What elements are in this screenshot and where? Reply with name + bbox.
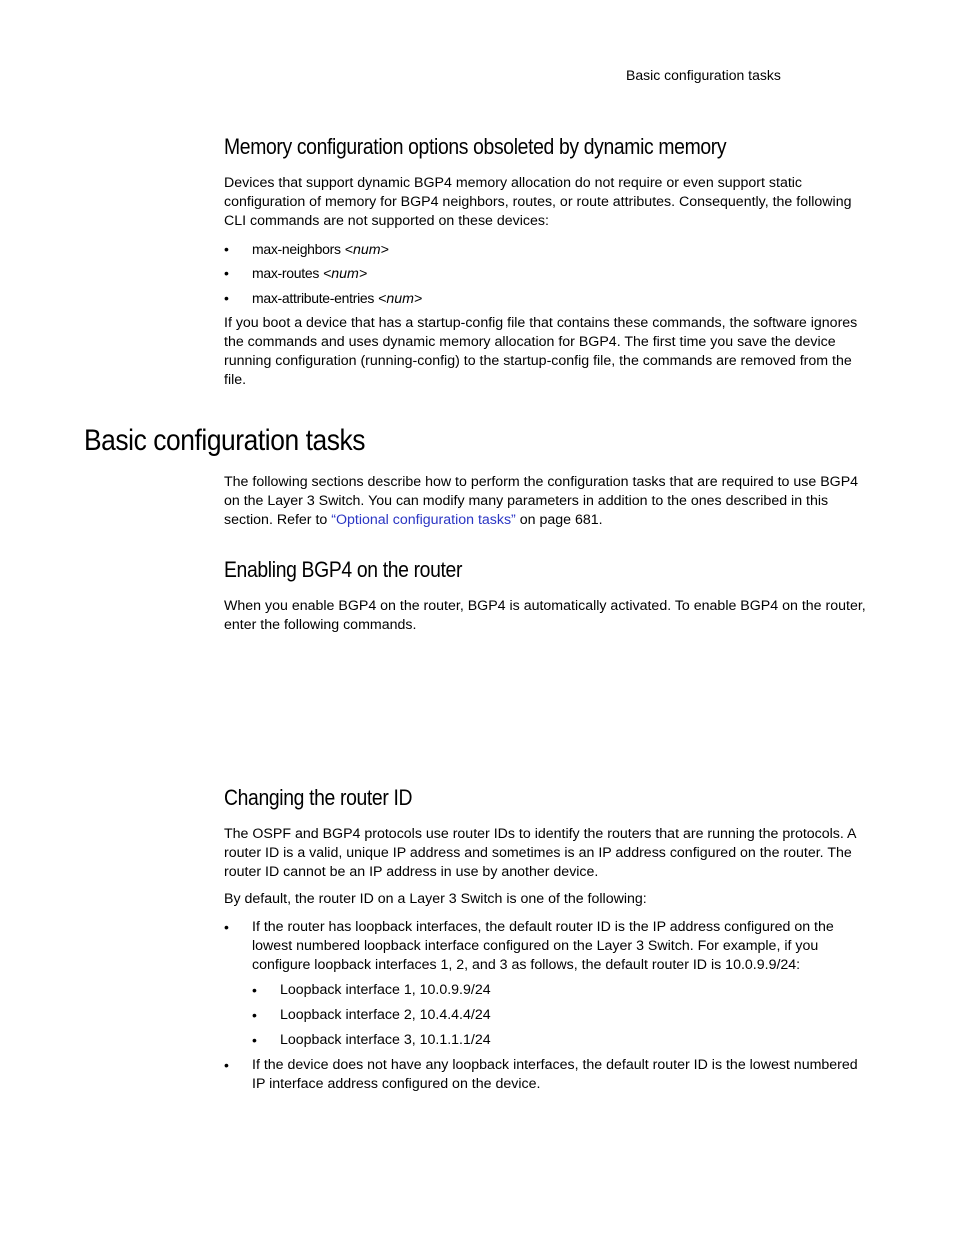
- command-name: max-attribute-entries: [252, 290, 375, 306]
- heading-memory-configuration: Memory configuration options obsoleted by dynamic memory: [224, 134, 727, 159]
- bullet-icon: •: [252, 1032, 257, 1048]
- router-id-paragraph-2: By default, the router ID on a Layer 3 Switch is one of the following:: [224, 891, 647, 907]
- heading-enabling-bgp4: Enabling BGP4 on the router: [224, 557, 463, 582]
- optional-configuration-tasks-link[interactable]: “Optional configuration tasks”: [331, 512, 516, 528]
- loopback-item-text: Loopback interface 3, 10.1.1.1/24: [280, 1032, 491, 1048]
- memory-intro-paragraph: Devices that support dynamic BGP4 memory allocation do not require or even support static configuration of memory for BGP4 neighbors, routes, or route attributes. Consequently, the following CLI commands are not supported on these devices:: [224, 175, 852, 229]
- command-name: max-routes: [252, 265, 320, 281]
- bullet-icon: •: [224, 1057, 229, 1073]
- basic-intro-page-ref: on page 681.: [515, 512, 603, 528]
- basic-intro-paragraph: [224, 473, 874, 530]
- heading-basic-configuration-tasks: Basic configuration tasks: [84, 424, 366, 457]
- router-id-paragraph-1: The OSPF and BGP4 protocols use router IDs to identify the routers that are running the protocols. A router ID is a valid, unique IP address and sometimes is an IP address configured on the router. The router ID cannot be an IP address in use by another device.: [224, 826, 856, 880]
- bullet-icon: •: [224, 265, 229, 281]
- command-argument: <num>: [344, 242, 389, 258]
- memory-outro-paragraph: If you boot a device that has a startup-config file that contains these commands, the software ignores the commands and uses dynamic memory allocation for BGP4. The first time you save the device running configuration (running-config) to the startup-config file, the commands are removed from the file.: [224, 315, 858, 388]
- loopback-item-text: Loopback interface 1, 10.0.9.9/24: [280, 982, 491, 998]
- bullet-icon: •: [224, 290, 229, 306]
- loopback-item-text: Loopback interface 2, 10.4.4.4/24: [280, 1007, 491, 1023]
- bullet-text: If the router has loopback interfaces, the default router ID is the IP address configured on the lowest numbered loopback interface configured on the Layer 3 Switch. For example, if you configure loopback interfaces 1, 2, and 3 as follows, the default router ID is 10.0.9.9/24:: [252, 919, 834, 973]
- command-argument: <num>: [378, 291, 423, 307]
- enable-bgp4-paragraph: When you enable BGP4 on the router, BGP4 is automatically activated. To enable BGP4 on the router, enter the following commands.: [224, 598, 866, 633]
- basic-intro-text: The following sections describe how to perform the configuration tasks that are required to use BGP4 on the Layer 3 Switch. You can modify many parameters in addition to the ones described in this section. Refer to: [224, 474, 859, 528]
- bullet-text: If the device does not have any loopback interfaces, the default router ID is the lowest numbered IP interface address configured on the device.: [252, 1057, 858, 1092]
- command-argument: <num>: [322, 266, 368, 282]
- bullet-icon: •: [224, 241, 229, 257]
- bullet-icon: •: [224, 919, 229, 935]
- router-id-bullet-loopback: [224, 918, 874, 975]
- bullet-icon: •: [252, 982, 257, 998]
- running-header: Basic configuration tasks: [626, 67, 781, 83]
- heading-changing-router-id: Changing the router ID: [224, 785, 413, 810]
- bullet-icon: •: [252, 1007, 257, 1023]
- router-id-bullet-no-loopback: [224, 1056, 874, 1094]
- command-name: max-neighbors: [252, 241, 341, 257]
